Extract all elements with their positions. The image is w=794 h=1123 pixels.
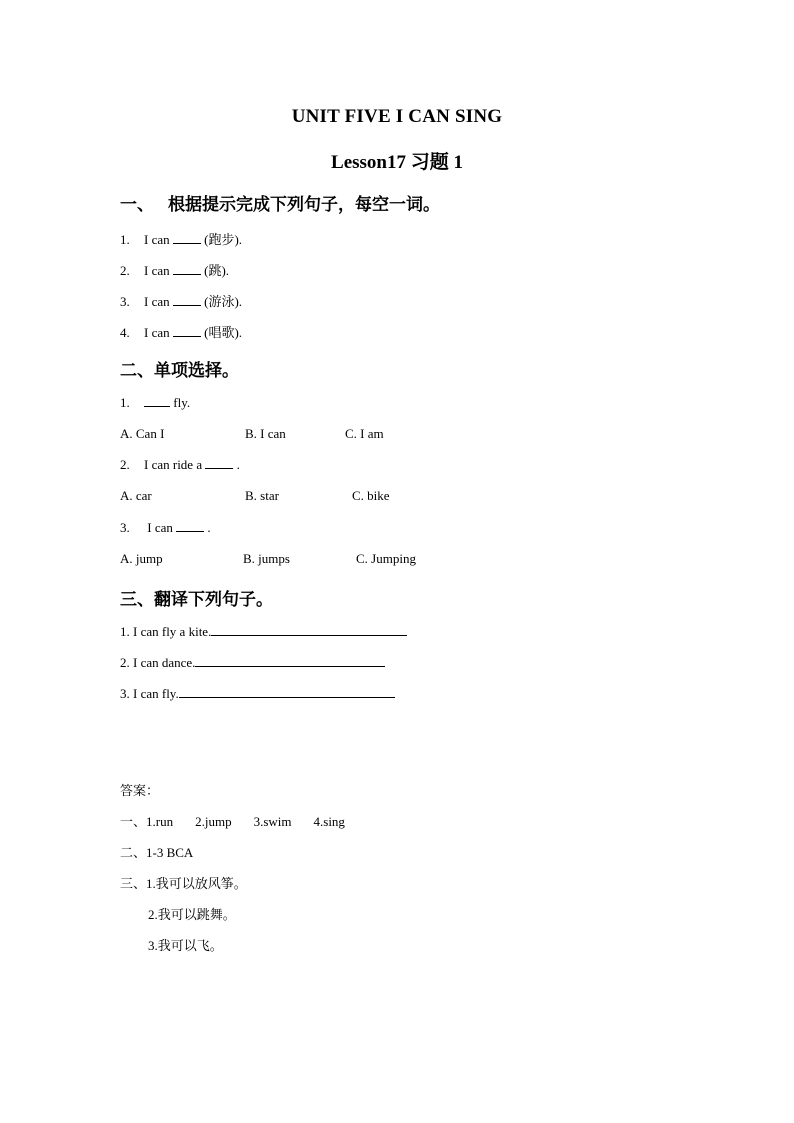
translation-blank[interactable] <box>195 656 385 667</box>
option-b[interactable]: B. jumps <box>243 551 290 566</box>
option-a[interactable]: A. Can I <box>120 426 165 441</box>
option-c[interactable]: C. bike <box>352 488 390 503</box>
s3-item: 2. I can dance. <box>120 655 385 671</box>
answers-s3-2: 2.我可以跳舞。 <box>148 907 236 922</box>
section3-heading: 三、翻译下列句子。 <box>120 590 273 610</box>
s1-item: 3. I can (游泳). <box>120 294 243 309</box>
answer-blank[interactable] <box>173 233 201 244</box>
answer-blank[interactable] <box>173 295 201 306</box>
answers-s3-3: 3.我可以飞。 <box>148 938 223 953</box>
s1-item: 2. I can (跳). <box>120 263 230 278</box>
s1-item: 1. I can (跑步). <box>120 232 243 247</box>
answer-blank[interactable] <box>205 458 233 469</box>
s2-question: 2. I can ride a . <box>120 457 240 472</box>
option-b[interactable]: B. I can <box>245 426 286 441</box>
answer-blank[interactable] <box>173 264 201 275</box>
section1-heading-text: 根据提示完成下列句子，每空一词。 <box>168 195 440 215</box>
option-b[interactable]: B. star <box>245 488 279 503</box>
option-c[interactable]: C. Jumping <box>356 551 416 566</box>
s3-item: 1. I can fly a kite. <box>120 624 407 640</box>
s1-item: 4. I can (唱歌). <box>120 325 243 340</box>
s3-item: 3. I can fly. <box>120 686 395 702</box>
unit-title: UNIT FIVE I CAN SING <box>291 106 503 127</box>
answers-s3-1: 三、1.我可以放风筝。 <box>120 876 247 891</box>
translation-blank[interactable] <box>211 625 407 636</box>
section1-number: 一、 <box>120 195 154 215</box>
answer-blank[interactable] <box>173 326 201 337</box>
option-a[interactable]: A. jump <box>120 551 163 566</box>
option-c[interactable]: C. I am <box>345 426 384 441</box>
answers-s2: 二、1-3 BCA <box>120 845 194 860</box>
answers-label: 答案： <box>120 783 160 798</box>
s2-question: 3. I can . <box>120 520 211 535</box>
section2-heading: 二、单项选择。 <box>120 361 239 381</box>
answers-s1: 一、1.run 2.jump 3.swim 4.sing <box>120 814 345 829</box>
s2-question: 1. fly. <box>120 395 191 410</box>
section1-heading <box>120 190 440 215</box>
translation-blank[interactable] <box>179 687 395 698</box>
lesson-title: Lesson17 习题 1 <box>331 152 463 173</box>
answer-blank[interactable] <box>144 396 170 407</box>
answer-blank[interactable] <box>176 521 204 532</box>
option-a[interactable]: A. car <box>120 488 152 503</box>
